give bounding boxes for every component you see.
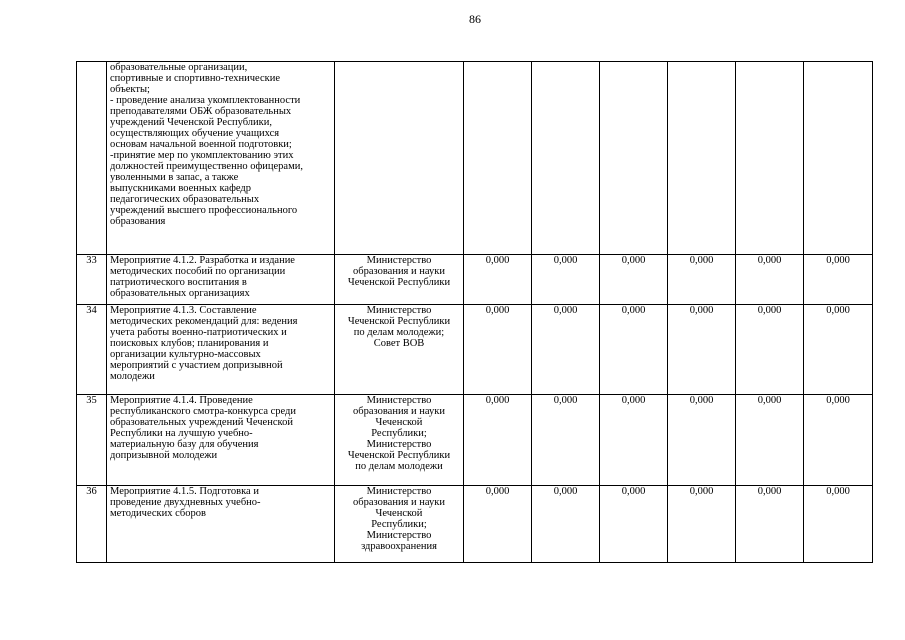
executor-line: Чеченской [375,417,423,428]
description-line: методических сборов [110,508,206,519]
executor-line: Чеченской Республики [347,277,451,288]
executor-cell [335,486,464,563]
executor-line: Совет ВОВ [373,338,425,349]
funding-value-cell: 0,000 [464,305,532,395]
table-body [77,62,873,563]
table-row [77,62,873,255]
executor-line: Министерство [366,305,432,316]
funding-value-cell: 0,000 [668,255,736,305]
executor-line: Министерство [366,395,432,406]
funding-value-cell: 0,000 [804,305,873,395]
executor-line: по делам молодежи [355,461,443,472]
description-line: учета работы военно-патриотических и [110,327,287,338]
description-line: спортивные и спортивно-технические [110,73,281,84]
table-row [77,486,873,563]
executor-line: образования и науки [353,406,445,417]
description-line: -принятие мер по укомплектованию этих [110,150,294,161]
executor-cell [335,255,464,305]
funding-value-cell: 0,000 [668,486,736,563]
description-line: образования [110,216,166,227]
funding-value-cell: 0,000 [736,305,804,395]
description-line: республиканского смотра-конкурса среди [110,406,297,417]
description-line: Мероприятие 4.1.5. Подготовка и [110,486,259,497]
row-number-cell: 36 [77,486,107,563]
executor-line: здравоохранения [361,541,437,552]
executor-line: Министерство [366,255,432,266]
funding-value-cell: 0,000 [600,305,668,395]
executor-line: Министерство [366,530,432,541]
description-line: образовательных учреждений Чеченской [110,417,293,428]
description-line: проведение двухдневных учебно- [110,497,261,508]
funding-value-cell: 0,000 [736,395,804,486]
funding-value-cell: 0,000 [804,486,873,563]
description-line: материальную базу для обучения [110,439,259,450]
funding-value-cell [600,62,668,255]
description-line: Республики на лучшую учебно- [110,428,253,439]
measure-description-cell [107,486,335,563]
funding-value-cell [736,62,804,255]
description-line: учреждений Чеченской Республики, [110,117,272,128]
funding-value-cell: 0,000 [600,255,668,305]
description-line: образовательные организации, [110,62,248,73]
row-number-cell [77,62,107,255]
row-number-cell: 33 [77,255,107,305]
funding-value-cell: 0,000 [464,486,532,563]
funding-value-cell: 0,000 [464,395,532,486]
measures-table [76,61,873,563]
description-line: Мероприятие 4.1.3. Составление [110,305,257,316]
description-line: методических рекомендаций для: ведения [110,316,298,327]
funding-value-cell: 0,000 [600,395,668,486]
row-number-cell: 34 [77,305,107,395]
description-line: организации культурно-массовых [110,349,261,360]
executor-line: Чеченской [375,508,423,519]
measure-description-cell [107,255,335,305]
measure-description-cell [107,395,335,486]
description-line: выпускниками военных кафедр [110,183,251,194]
executor-line: образования и науки [353,497,445,508]
description-line: уволенными в запас, а также [110,172,239,183]
executor-cell [335,305,464,395]
description-line: поисковых клубов; планирования и [110,338,269,349]
funding-value-cell [464,62,532,255]
description-line: основам начальной военной подготовки; [110,139,292,150]
description-line: объекты; [110,84,150,95]
description-line: - проведение анализа укомплектованности [110,95,301,106]
description-line: осуществляющих обучение учащихся [110,128,280,139]
executor-line: Министерство [366,439,432,450]
executor-line: Республики; [371,519,427,530]
funding-value-cell: 0,000 [736,486,804,563]
row-number-cell: 35 [77,395,107,486]
description-line: должностей преимущественно офицерами, [110,161,303,172]
funding-value-cell: 0,000 [668,395,736,486]
funding-value-cell [532,62,600,255]
executor-cell [335,62,464,255]
executor-line: по делам молодежи; [353,327,445,338]
funding-value-cell: 0,000 [804,395,873,486]
page-number: 86 [469,12,481,26]
description-line: патриотического воспитания в [110,277,247,288]
description-line: молодежи [110,371,155,382]
funding-value-cell [668,62,736,255]
table-row [77,395,873,486]
description-line: педагогических образовательных [110,194,260,205]
funding-value-cell: 0,000 [668,305,736,395]
executor-line: Республики; [371,428,427,439]
executor-line: образования и науки [353,266,445,277]
executor-cell [335,395,464,486]
executor-line: Министерство [366,486,432,497]
table-row [77,255,873,305]
description-line: допризывной молодежи [110,450,218,461]
description-line: учреждений высшего профессионального [110,205,298,216]
funding-value-cell: 0,000 [600,486,668,563]
funding-value-cell: 0,000 [464,255,532,305]
table-row [77,305,873,395]
funding-value-cell: 0,000 [736,255,804,305]
funding-value-cell: 0,000 [532,486,600,563]
measure-description-cell [107,305,335,395]
funding-value-cell: 0,000 [532,305,600,395]
executor-line: Чеченской Республики [347,316,451,327]
funding-value-cell [804,62,873,255]
description-line: преподавателями ОБЖ образовательных [110,106,292,117]
funding-value-cell: 0,000 [532,255,600,305]
description-line: мероприятий с участием допризывной [110,360,283,371]
description-line: Мероприятие 4.1.4. Проведение [110,395,253,406]
description-line: Мероприятие 4.1.2. Разработка и издание [110,255,295,266]
measure-description-cell [107,62,335,255]
description-line: методических пособий по организации [110,266,286,277]
description-line: образовательных организациях [110,288,250,299]
funding-value-cell: 0,000 [532,395,600,486]
funding-value-cell: 0,000 [804,255,873,305]
executor-line: Чеченской Республики [347,450,451,461]
